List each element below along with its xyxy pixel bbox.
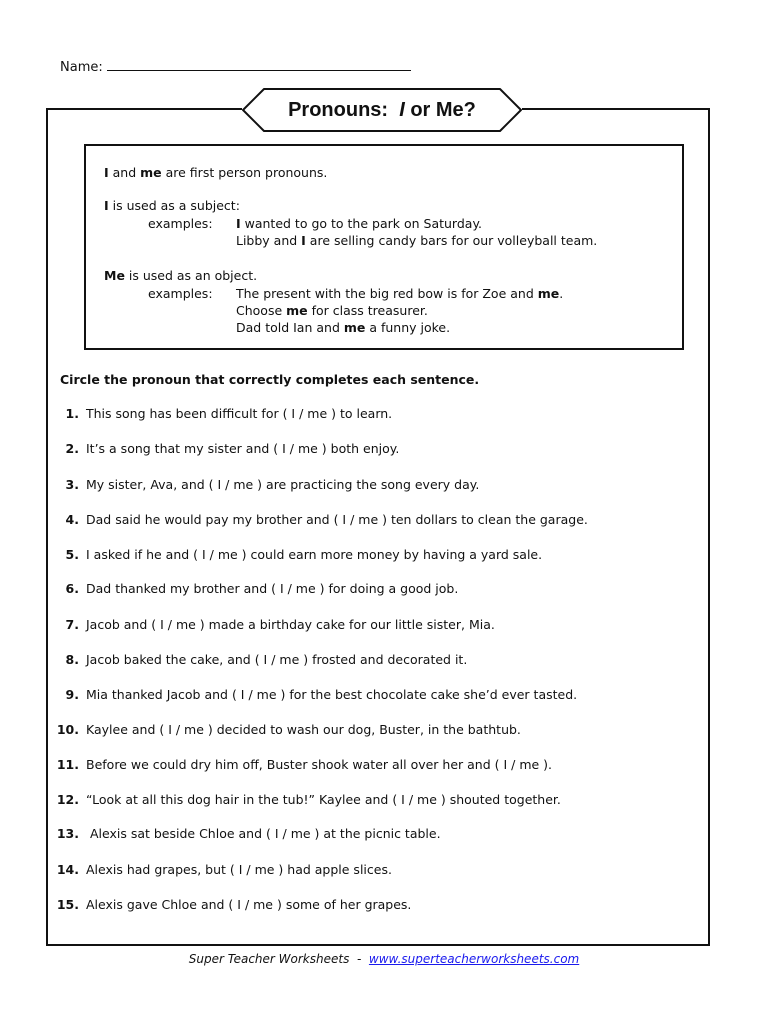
rule-line-1: I and me are first person pronouns. — [104, 165, 328, 180]
question-4[interactable]: 4. Dad said he would pay my brother and ( I / me ) ten dollars to clean the garage. — [65, 512, 588, 527]
title-banner — [242, 88, 522, 132]
object-example-3: Dad told Ian and me a funny joke. — [236, 320, 451, 335]
subject-examples-label: examples: — [148, 216, 213, 231]
question-9[interactable]: 9. Mia thanked Jacob and ( I / me ) for the best chocolate cake she’d ever tasted. — [65, 687, 578, 702]
question-15[interactable]: 15. Alexis gave Chloe and ( I / me ) some of her grapes. — [56, 897, 412, 912]
question-3[interactable]: 3. My sister, Ava, and ( I / me ) are practicing the song every day. — [65, 477, 480, 492]
footer-brand: Super Teacher Worksheets — [188, 952, 350, 966]
question-10[interactable]: 10. Kaylee and ( I / me ) decided to wash our dog, Buster, in the bathtub. — [56, 722, 521, 737]
name-label: Name: — [60, 60, 103, 75]
footer-link[interactable]: www.superteacherworksheets.com — [368, 952, 580, 966]
name-field[interactable] — [60, 58, 411, 75]
object-examples-label: examples: — [148, 286, 213, 301]
question-6[interactable]: 6. Dad thanked my brother and ( I / me ) for doing a good job. — [65, 581, 459, 596]
rule-box — [84, 144, 684, 350]
object-example-2: Choose me for class treasurer. — [236, 303, 428, 318]
rule-subject: I is used as a subject: — [104, 198, 240, 213]
question-14[interactable]: 14. Alexis had grapes, but ( I / me ) had apple slices. — [56, 862, 392, 877]
instructions: Circle the pronoun that correctly completes each sentence. — [60, 372, 480, 387]
question-1[interactable]: 1. This song has been difficult for ( I / me ) to learn. — [65, 406, 393, 421]
question-7[interactable]: 7. Jacob and ( I / me ) made a birthday cake for our little sister, Mia. — [65, 617, 495, 632]
question-8[interactable]: 8. Jacob baked the cake, and ( I / me ) frosted and decorated it. — [65, 652, 468, 667]
subject-example-2: Libby and I are selling candy bars for our volleyball team. — [236, 233, 598, 248]
question-5[interactable]: 5. I asked if he and ( I / me ) could earn more money by having a yard sale. — [65, 547, 543, 562]
rule-object: Me is used as an object. — [104, 268, 258, 283]
page-title: Pronouns: I or Me? — [288, 99, 476, 121]
question-11[interactable]: 11. Before we could dry him off, Buster shook water all over her and ( I / me ). — [56, 757, 553, 772]
question-12[interactable]: 12. “Look at all this dog hair in the tub!” Kaylee and ( I / me ) shouted together. — [56, 792, 561, 807]
object-example-1: The present with the big red bow is for Zoe and me. — [236, 286, 564, 301]
question-13[interactable]: 13. Alexis sat beside Chloe and ( I / me ) at the picnic table. — [56, 826, 441, 841]
name-underline[interactable] — [107, 58, 411, 71]
question-2[interactable]: 2. It’s a song that my sister and ( I / me ) both enjoy. — [65, 441, 400, 456]
footer-separator: - — [349, 952, 369, 966]
subject-example-1: I wanted to go to the park on Saturday. — [236, 216, 483, 231]
footer — [0, 952, 768, 966]
